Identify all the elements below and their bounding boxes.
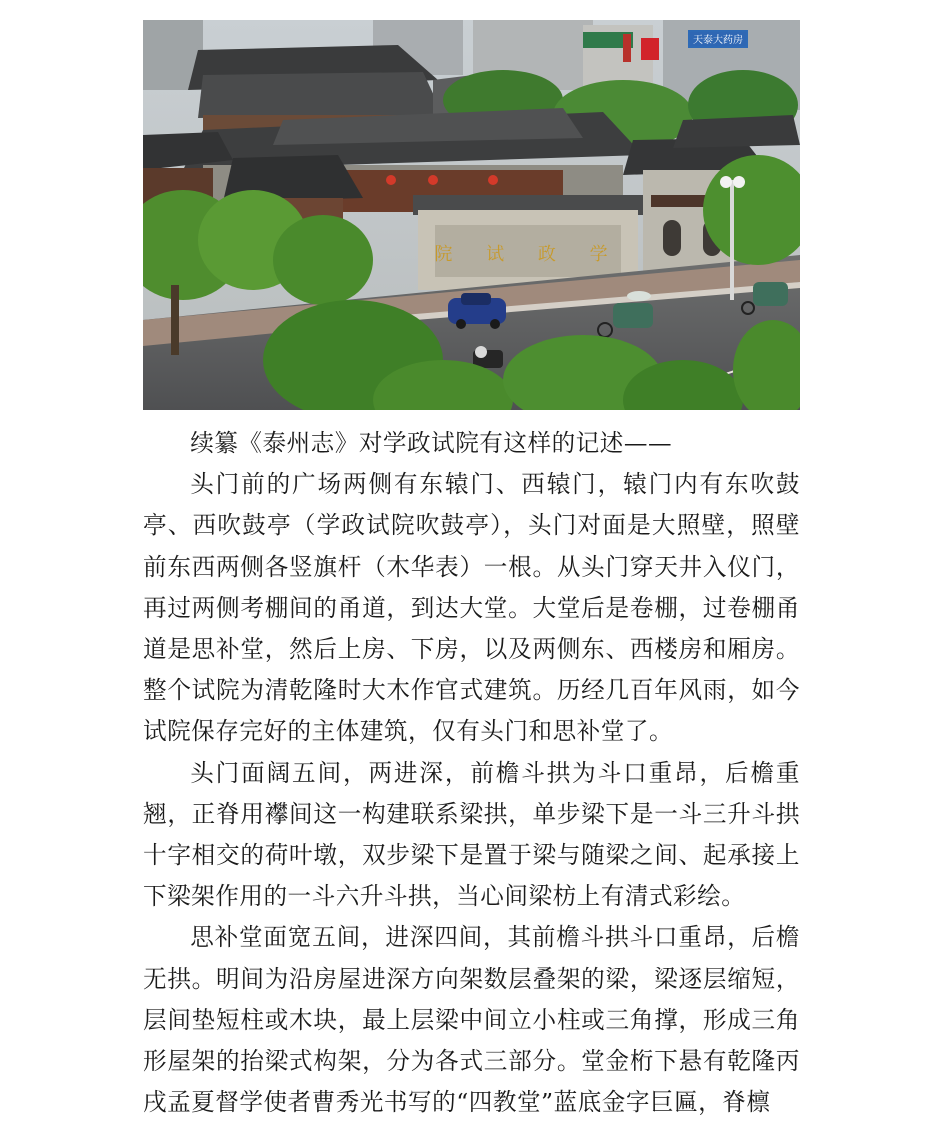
article-body (143, 423, 800, 1123)
paragraph-intro: 续纂《泰州志》对学政试院有这样的记述—— (190, 429, 673, 457)
billboard (690, 32, 746, 46)
paragraph-sibu-hall: 思补堂面宽五间，进深四间，其前檐斗拱斗口重昂，后檐无拱。明间为沿房屋进深方向架数层叠架的梁，梁逐层缩短，层间垫短柱或木块，最上层梁中间立小柱或三角撑，形成三角形屋架的抬梁式构架，分为各式三部分。堂金桁下悬有乾隆丙戌孟夏督学使者曹秀光书写的“四教堂”蓝底金字巨匾，脊檩 (143, 923, 800, 1117)
paragraph-layout: 头门前的广场两侧有东辕门、西辕门，辕门内有东吹鼓亭、西吹鼓亭（学政试院吹鼓亭），头门对面是大照壁，照壁前东西两侧各竖旗杆（木华表）一根。从头门穿天井入仪门，再过两侧考棚间的甬道，到达大堂。大堂后是卷棚，过卷棚甬道是思补堂，然后上房、下房，以及两侧东、西楼房和厢房。整个试院为清乾隆时大木作官式建筑。历经几百年风雨，如今试院保存完好的主体建筑，仅有头门和思补堂了。 (143, 470, 800, 746)
paragraph-front-gate: 头门面阔五间，两进深，前檐斗拱为斗口重昂，后檐重翘，正脊用襻间这一构建联系梁拱，单步梁下是一斗三升斗拱十字相交的荷叶墩，双步梁下是置于梁与随梁之间、起承接上下梁架作用的一斗六升斗拱，当心间梁枋上有清式彩绘。 (143, 758, 800, 911)
svg-text:天泰大药房: 天泰大药房 (693, 35, 743, 46)
courtyard-photo (143, 20, 800, 410)
svg-text:院 试 政 学: 院 试 政 学 (434, 244, 622, 265)
blue-car (448, 293, 506, 329)
